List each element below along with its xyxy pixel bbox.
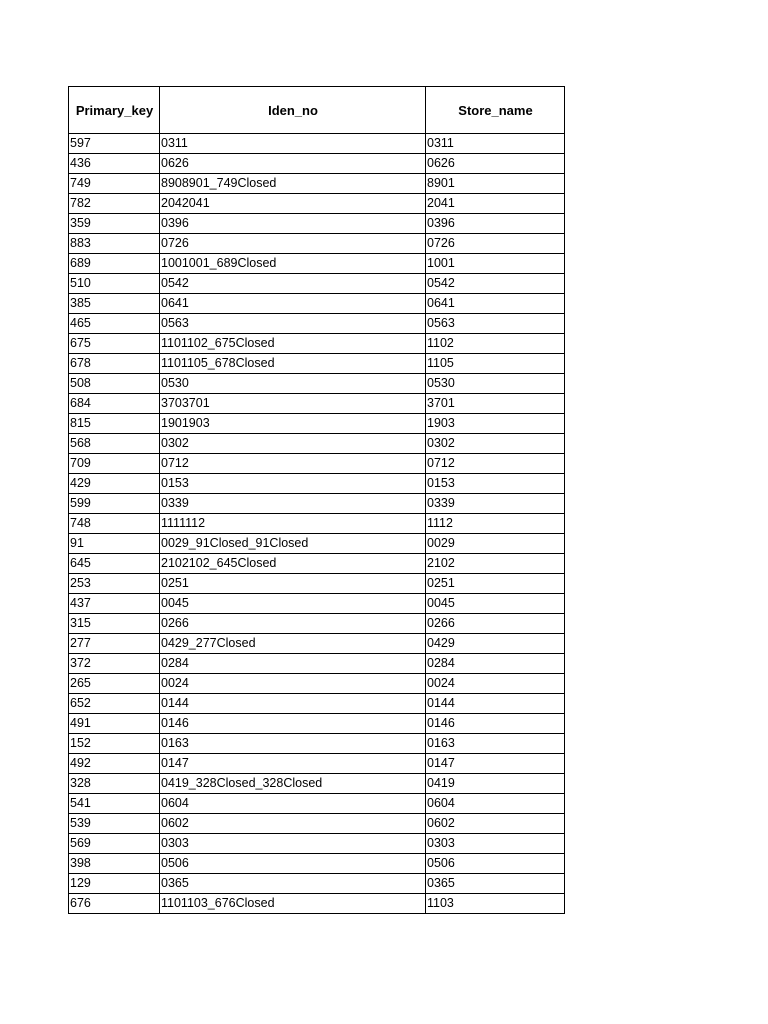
table-header [69, 87, 565, 134]
table-row [69, 414, 565, 434]
table-row [69, 754, 565, 774]
cell-iden-no: 0024 [160, 674, 426, 694]
table-row [69, 574, 565, 594]
cell-store-name: 0641 [426, 294, 565, 314]
cell-store-name: 0396 [426, 214, 565, 234]
table-row [69, 734, 565, 754]
column-header-primary-key: Primary_key [69, 87, 160, 134]
cell-primary-key: 684 [69, 394, 160, 414]
cell-primary-key: 465 [69, 314, 160, 334]
cell-iden-no: 1101103_676Closed [160, 894, 426, 914]
cell-primary-key: 749 [69, 174, 160, 194]
cell-store-name: 0024 [426, 674, 565, 694]
cell-iden-no: 0542 [160, 274, 426, 294]
cell-primary-key: 597 [69, 134, 160, 154]
cell-iden-no: 0626 [160, 154, 426, 174]
cell-iden-no: 3703701 [160, 394, 426, 414]
cell-primary-key: 709 [69, 454, 160, 474]
cell-iden-no: 0147 [160, 754, 426, 774]
cell-iden-no: 0429_277Closed [160, 634, 426, 654]
cell-iden-no: 0641 [160, 294, 426, 314]
cell-primary-key: 277 [69, 634, 160, 654]
cell-store-name: 0311 [426, 134, 565, 154]
cell-store-name: 0542 [426, 274, 565, 294]
cell-primary-key: 652 [69, 694, 160, 714]
cell-store-name: 0604 [426, 794, 565, 814]
table-row [69, 254, 565, 274]
cell-iden-no: 0045 [160, 594, 426, 614]
table-row [69, 534, 565, 554]
table-row [69, 894, 565, 914]
cell-store-name: 0712 [426, 454, 565, 474]
table-row [69, 334, 565, 354]
table-row [69, 394, 565, 414]
cell-store-name: 0563 [426, 314, 565, 334]
cell-iden-no: 1001001_689Closed [160, 254, 426, 274]
cell-primary-key: 815 [69, 414, 160, 434]
cell-iden-no: 0153 [160, 474, 426, 494]
cell-store-name: 1112 [426, 514, 565, 534]
table-row [69, 634, 565, 654]
cell-primary-key: 748 [69, 514, 160, 534]
table-body [69, 134, 565, 914]
column-header-iden-no: Iden_no [160, 87, 426, 134]
cell-primary-key: 328 [69, 774, 160, 794]
table-row [69, 814, 565, 834]
cell-primary-key: 569 [69, 834, 160, 854]
table-row [69, 794, 565, 814]
cell-iden-no: 1101102_675Closed [160, 334, 426, 354]
table-row [69, 614, 565, 634]
table-row [69, 654, 565, 674]
cell-store-name: 1102 [426, 334, 565, 354]
cell-primary-key: 492 [69, 754, 160, 774]
header-row [69, 87, 565, 134]
cell-primary-key: 385 [69, 294, 160, 314]
table-row [69, 174, 565, 194]
cell-primary-key: 429 [69, 474, 160, 494]
cell-iden-no: 1111112 [160, 514, 426, 534]
cell-primary-key: 675 [69, 334, 160, 354]
column-header-store-name: Store_name [426, 87, 565, 134]
cell-iden-no: 0339 [160, 494, 426, 514]
cell-primary-key: 265 [69, 674, 160, 694]
cell-iden-no: 0029_91Closed_91Closed [160, 534, 426, 554]
table-row [69, 494, 565, 514]
cell-iden-no: 8908901_749Closed [160, 174, 426, 194]
table-row [69, 134, 565, 154]
cell-store-name: 0626 [426, 154, 565, 174]
table-row [69, 874, 565, 894]
cell-store-name: 0302 [426, 434, 565, 454]
data-table [68, 86, 565, 914]
cell-iden-no: 0563 [160, 314, 426, 334]
table-row [69, 234, 565, 254]
cell-primary-key: 491 [69, 714, 160, 734]
cell-store-name: 0147 [426, 754, 565, 774]
cell-iden-no: 0311 [160, 134, 426, 154]
cell-iden-no: 0419_328Closed_328Closed [160, 774, 426, 794]
cell-store-name: 0429 [426, 634, 565, 654]
cell-store-name: 2102 [426, 554, 565, 574]
cell-iden-no: 0530 [160, 374, 426, 394]
cell-store-name: 3701 [426, 394, 565, 414]
cell-store-name: 0266 [426, 614, 565, 634]
cell-iden-no: 0251 [160, 574, 426, 594]
cell-store-name: 0029 [426, 534, 565, 554]
cell-primary-key: 437 [69, 594, 160, 614]
table-row [69, 834, 565, 854]
cell-primary-key: 539 [69, 814, 160, 834]
cell-primary-key: 91 [69, 534, 160, 554]
cell-iden-no: 2102102_645Closed [160, 554, 426, 574]
cell-store-name: 0339 [426, 494, 565, 514]
cell-primary-key: 678 [69, 354, 160, 374]
cell-iden-no: 0506 [160, 854, 426, 874]
cell-store-name: 1001 [426, 254, 565, 274]
cell-primary-key: 253 [69, 574, 160, 594]
cell-primary-key: 315 [69, 614, 160, 634]
cell-primary-key: 359 [69, 214, 160, 234]
cell-store-name: 0045 [426, 594, 565, 614]
table-row [69, 354, 565, 374]
cell-primary-key: 129 [69, 874, 160, 894]
table-row [69, 474, 565, 494]
cell-store-name: 0144 [426, 694, 565, 714]
table-row [69, 314, 565, 334]
table-row [69, 434, 565, 454]
cell-primary-key: 568 [69, 434, 160, 454]
cell-store-name: 0602 [426, 814, 565, 834]
cell-store-name: 0284 [426, 654, 565, 674]
cell-primary-key: 510 [69, 274, 160, 294]
cell-primary-key: 541 [69, 794, 160, 814]
table-row [69, 774, 565, 794]
table-row [69, 194, 565, 214]
cell-iden-no: 1101105_678Closed [160, 354, 426, 374]
cell-iden-no: 0146 [160, 714, 426, 734]
cell-primary-key: 599 [69, 494, 160, 514]
table-row [69, 854, 565, 874]
cell-store-name: 0419 [426, 774, 565, 794]
cell-store-name: 0153 [426, 474, 565, 494]
cell-primary-key: 689 [69, 254, 160, 274]
table-row [69, 514, 565, 534]
cell-iden-no: 0602 [160, 814, 426, 834]
cell-store-name: 8901 [426, 174, 565, 194]
cell-iden-no: 0144 [160, 694, 426, 714]
cell-store-name: 0163 [426, 734, 565, 754]
cell-store-name: 1903 [426, 414, 565, 434]
cell-iden-no: 0365 [160, 874, 426, 894]
table-row [69, 594, 565, 614]
cell-primary-key: 645 [69, 554, 160, 574]
cell-store-name: 2041 [426, 194, 565, 214]
cell-primary-key: 372 [69, 654, 160, 674]
cell-iden-no: 1901903 [160, 414, 426, 434]
table-row [69, 154, 565, 174]
cell-store-name: 1105 [426, 354, 565, 374]
cell-iden-no: 0163 [160, 734, 426, 754]
cell-store-name: 0146 [426, 714, 565, 734]
cell-primary-key: 436 [69, 154, 160, 174]
cell-primary-key: 883 [69, 234, 160, 254]
cell-store-name: 0506 [426, 854, 565, 874]
table-row [69, 714, 565, 734]
cell-store-name: 0530 [426, 374, 565, 394]
table-row [69, 274, 565, 294]
table-row [69, 214, 565, 234]
cell-primary-key: 152 [69, 734, 160, 754]
cell-store-name: 0303 [426, 834, 565, 854]
table-row [69, 674, 565, 694]
cell-store-name: 1103 [426, 894, 565, 914]
cell-iden-no: 0302 [160, 434, 426, 454]
cell-primary-key: 508 [69, 374, 160, 394]
cell-store-name: 0726 [426, 234, 565, 254]
cell-iden-no: 0266 [160, 614, 426, 634]
cell-iden-no: 0396 [160, 214, 426, 234]
cell-primary-key: 676 [69, 894, 160, 914]
cell-iden-no: 0284 [160, 654, 426, 674]
table-row [69, 294, 565, 314]
table-row [69, 454, 565, 474]
cell-primary-key: 782 [69, 194, 160, 214]
cell-primary-key: 398 [69, 854, 160, 874]
table-row [69, 374, 565, 394]
cell-store-name: 0251 [426, 574, 565, 594]
table-row [69, 694, 565, 714]
cell-iden-no: 0303 [160, 834, 426, 854]
cell-iden-no: 2042041 [160, 194, 426, 214]
cell-iden-no: 0712 [160, 454, 426, 474]
cell-iden-no: 0726 [160, 234, 426, 254]
cell-store-name: 0365 [426, 874, 565, 894]
cell-iden-no: 0604 [160, 794, 426, 814]
table-row [69, 554, 565, 574]
